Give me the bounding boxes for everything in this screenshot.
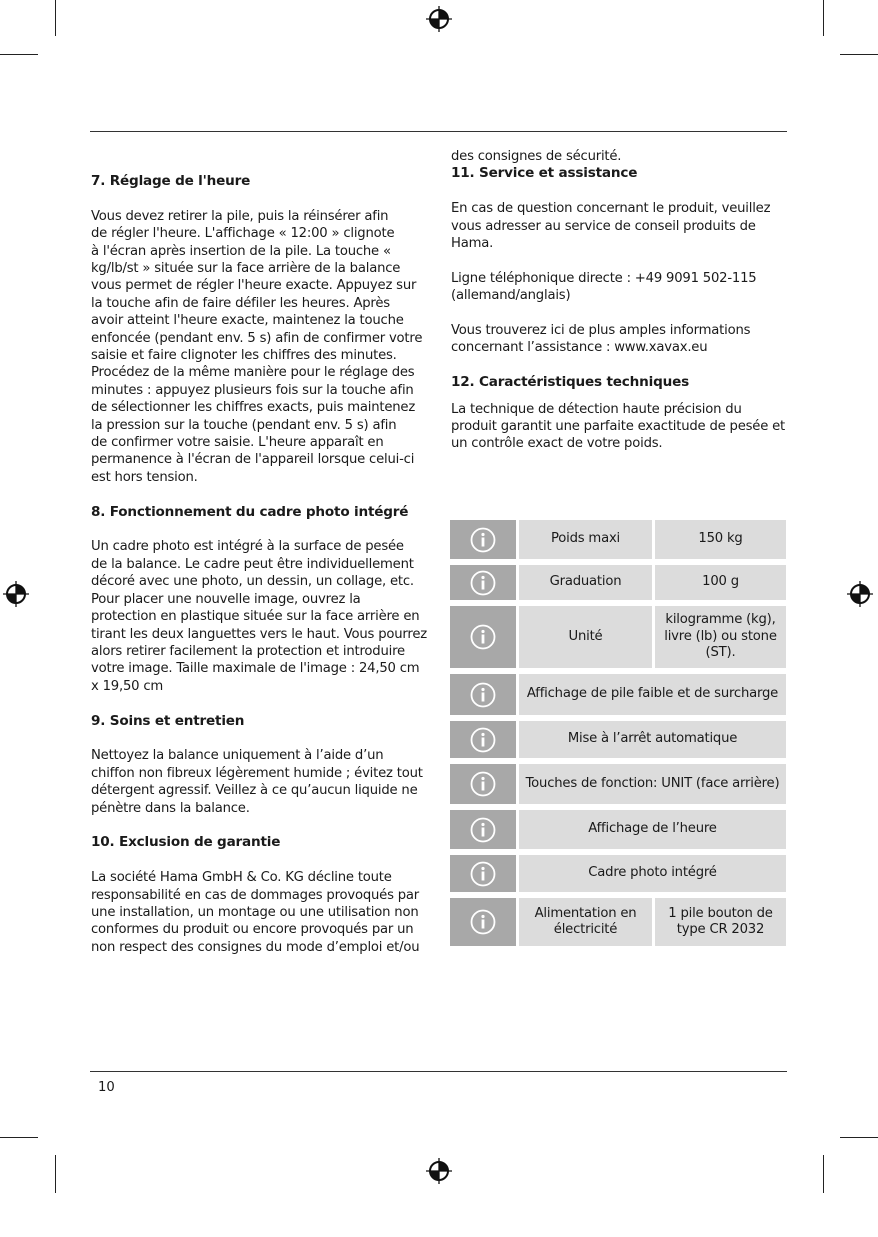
text-line: un contrôle exact de votre poids. bbox=[451, 436, 663, 452]
info-icon bbox=[450, 606, 516, 668]
text-line: protection en plastique située sur la face arrière en bbox=[91, 609, 420, 625]
crop-mark bbox=[0, 54, 38, 55]
right-column bbox=[451, 148, 791, 453]
spec-row bbox=[450, 674, 786, 715]
text-line: une installation, un montage ou une utilisation non bbox=[91, 904, 419, 920]
info-icon bbox=[450, 721, 516, 758]
text-line: La société Hama GmbH & Co. KG décline toute bbox=[91, 870, 392, 886]
text-line: à l'écran après insertion de la pile. La touche « bbox=[91, 243, 391, 259]
spec-feature: Cadre photo intégré bbox=[519, 855, 786, 892]
text-line: permanence à l'écran de l'appareil lorsque celui-ci bbox=[91, 452, 415, 468]
spec-table bbox=[450, 520, 786, 952]
section-9-heading: 9. Soins et entretien bbox=[91, 712, 245, 729]
text-line: x 19,50 cm bbox=[91, 678, 164, 694]
text-line: est hors tension. bbox=[91, 469, 198, 485]
text-line: non respect des consignes du mode d’emploi et/ou bbox=[91, 939, 420, 955]
text-line: votre image. Taille maximale de l'image : 24,50 cm bbox=[91, 661, 420, 677]
spec-row bbox=[450, 855, 786, 892]
text-line: Vous trouverez ici de plus amples informations bbox=[451, 323, 751, 339]
text-line: avoir atteint l'heure exacte, maintenez la touche bbox=[91, 313, 404, 329]
text-line: de la balance. Le cadre peut être individuellement bbox=[91, 556, 414, 572]
footer-rule bbox=[90, 1071, 787, 1072]
section-10-heading: 10. Exclusion de garantie bbox=[91, 834, 281, 851]
text-line: Pour placer une nouvelle image, ouvrez la bbox=[91, 591, 361, 607]
info-icon bbox=[450, 565, 516, 600]
text-line: Un cadre photo est intégré à la surface de pesée bbox=[91, 539, 404, 555]
text-line: Hama. bbox=[451, 236, 494, 252]
spec-row bbox=[450, 810, 786, 849]
text-line: détergent agressif. Veillez à ce qu’aucun liquide ne bbox=[91, 783, 418, 799]
text-line: de sélectionner les chiffres exacts, puis maintenez bbox=[91, 400, 416, 416]
section-9-body bbox=[91, 747, 431, 817]
spec-row bbox=[450, 898, 786, 946]
spec-row bbox=[450, 606, 786, 668]
crop-mark bbox=[823, 1155, 824, 1193]
text-line: décoré avec une photo, un dessin, un collage, etc. bbox=[91, 574, 414, 590]
text-line: conformes du produit ou encore provoqués par un bbox=[91, 922, 414, 938]
text-line: pénètre dans la balance. bbox=[91, 800, 250, 816]
crop-mark bbox=[0, 1137, 38, 1138]
text-line: En cas de question concernant le produit, veuillez bbox=[451, 201, 771, 217]
left-column bbox=[91, 173, 431, 956]
header-rule bbox=[90, 131, 787, 132]
page-number: 10 bbox=[98, 1080, 115, 1095]
spec-feature: Affichage de l’heure bbox=[519, 810, 786, 849]
section-8-body bbox=[91, 538, 431, 695]
text-line: vous adresser au service de conseil produits de bbox=[451, 218, 756, 234]
text-line: la pression sur la touche (pendant env. 5 s) afin bbox=[91, 417, 397, 433]
section-12-body bbox=[451, 401, 791, 453]
spec-feature: Mise à l’arrêt automatique bbox=[519, 721, 786, 758]
info-icon bbox=[450, 810, 516, 849]
crop-mark bbox=[840, 1137, 878, 1138]
info-icon bbox=[450, 520, 516, 559]
spec-value: 1 pile bouton de type CR 2032 bbox=[655, 898, 786, 946]
spec-label: Alimentation en électricité bbox=[519, 898, 652, 946]
text-line: tirant les deux languettes vers le haut. Vous pourrez bbox=[91, 626, 427, 642]
spec-value: 150 kg bbox=[655, 520, 786, 559]
text-line: Vous devez retirer la pile, puis la réinsérer afin bbox=[91, 208, 389, 224]
text-line: saisie et faire clignoter les chiffres des minutes. bbox=[91, 348, 397, 364]
spec-feature: Affichage de pile faible et de surcharge bbox=[519, 674, 786, 715]
text-line: Procédez de la même manière pour le réglage des bbox=[91, 365, 415, 381]
section-11-body bbox=[451, 200, 791, 357]
spec-value: kilogramme (kg), livre (lb) ou stone (ST). bbox=[655, 606, 786, 668]
text-line: (allemand/anglais) bbox=[451, 288, 571, 304]
text-line: la touche afin de faire défiler les heures. Après bbox=[91, 295, 390, 311]
crop-mark bbox=[840, 54, 878, 55]
text-line: de confirmer votre saisie. L'heure apparaît en bbox=[91, 435, 384, 451]
text-line: Nettoyez la balance uniquement à l’aide d’un bbox=[91, 748, 384, 764]
registration-mark-icon bbox=[847, 581, 873, 607]
text-line: Ligne téléphonique directe : +49 9091 502-115 bbox=[451, 270, 757, 286]
spec-label: Poids maxi bbox=[519, 520, 652, 559]
text-line: de régler l'heure. L'affichage « 12:00 » clignote bbox=[91, 226, 395, 242]
text-line: La technique de détection haute précision du bbox=[451, 401, 742, 417]
text-line: minutes : appuyez plusieurs fois sur la touche afin bbox=[91, 382, 414, 398]
continuation-text: des consignes de sécurité. bbox=[451, 149, 622, 164]
spec-row bbox=[450, 764, 786, 804]
info-icon bbox=[450, 898, 516, 946]
spec-row bbox=[450, 565, 786, 600]
text-line: enfoncée (pendant env. 5 s) afin de confirmer votre bbox=[91, 330, 423, 346]
crop-mark bbox=[55, 1155, 56, 1193]
spec-row bbox=[450, 721, 786, 758]
crop-mark bbox=[823, 0, 824, 36]
text-line: kg/lb/st » située sur la face arrière de la balance bbox=[91, 261, 401, 277]
section-7-heading: 7. Réglage de l'heure bbox=[91, 173, 251, 189]
registration-mark-icon bbox=[426, 6, 452, 32]
spec-value: 100 g bbox=[655, 565, 786, 600]
section-11-heading: 11. Service et assistance bbox=[451, 165, 638, 182]
info-icon bbox=[450, 674, 516, 715]
crop-mark bbox=[55, 0, 56, 36]
text-line: alors retirer facilement la protection et introduire bbox=[91, 643, 405, 659]
spec-feature: Touches de fonction: UNIT (face arrière) bbox=[519, 764, 786, 804]
text-line: chiffon non fibreux légèrement humide ; évitez tout bbox=[91, 765, 423, 781]
section-8-heading: 8. Fonctionnement du cadre photo intégré bbox=[91, 503, 409, 520]
info-icon bbox=[450, 855, 516, 892]
text-line: responsabilité en cas de dommages provoqués par bbox=[91, 887, 420, 903]
text-line: concernant l’assistance : www.xavax.eu bbox=[451, 340, 708, 356]
section-7-body bbox=[91, 208, 431, 487]
text-line: vous permet de régler l'heure exacte. Appuyez sur bbox=[91, 278, 417, 294]
info-icon bbox=[450, 764, 516, 804]
section-10-body bbox=[91, 869, 431, 956]
registration-mark-icon bbox=[426, 1158, 452, 1184]
spec-label: Unité bbox=[519, 606, 652, 668]
spec-row bbox=[450, 520, 786, 559]
registration-mark-icon bbox=[3, 581, 29, 607]
spec-label: Graduation bbox=[519, 565, 652, 600]
text-line: produit garantit une parfaite exactitude de pesée et bbox=[451, 419, 785, 435]
section-12-heading: 12. Caractéristiques techniques bbox=[451, 374, 689, 391]
